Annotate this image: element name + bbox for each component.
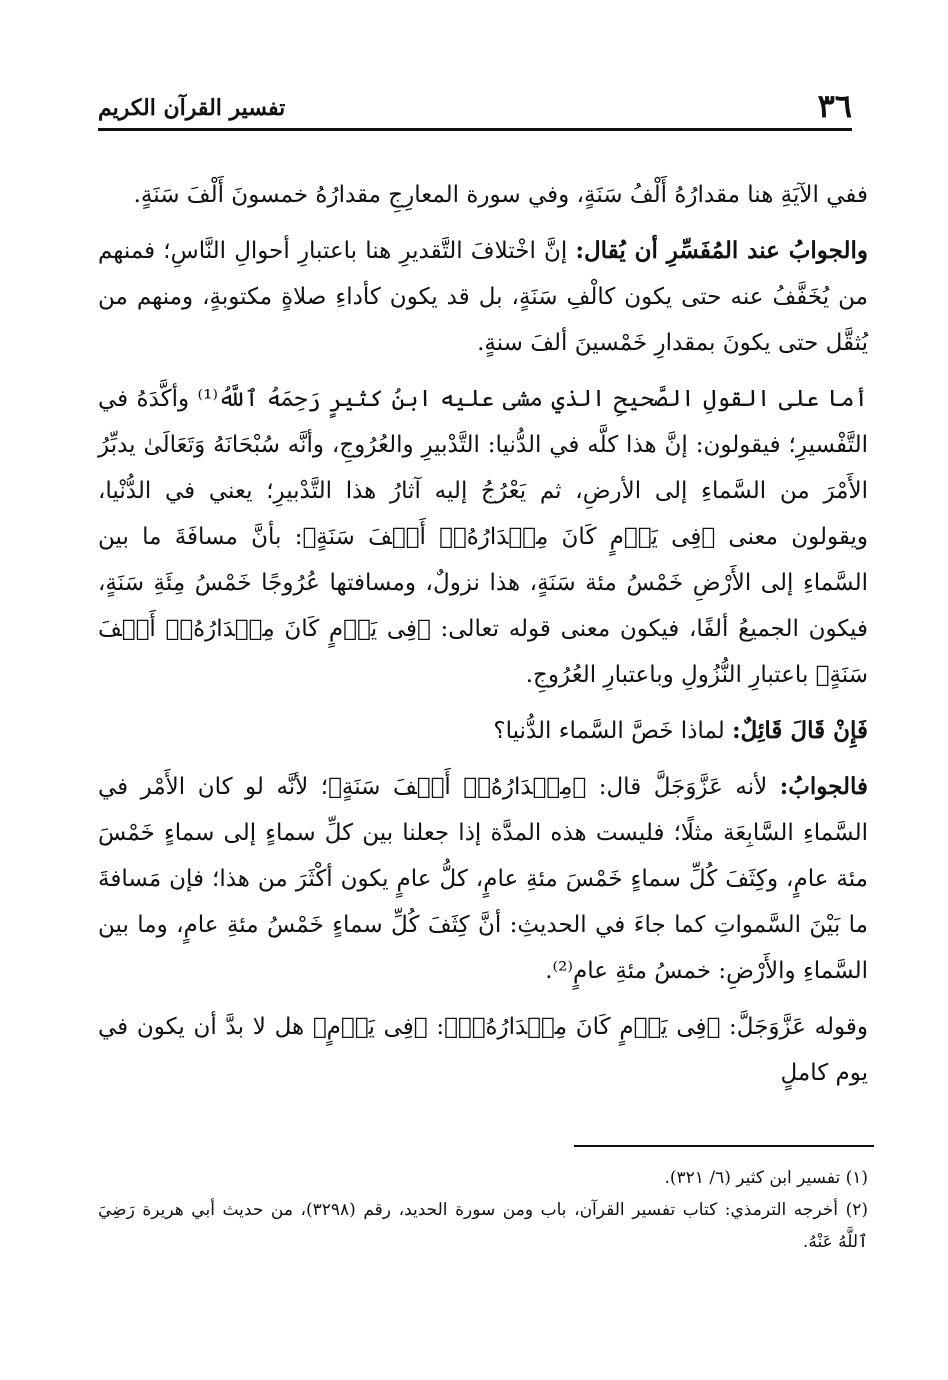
- paragraph-text: لأنه عَزَّوَجَلَّ قال: ﴿مِقۡدَارُهُۥٓ أَلۡفَ سَنَةٍ﴾؛ لأنَّه لو كان الأَمْر في السَّماءِ السَّابِعَة مثلًا؛ فليست هذه المدَّة إذا جعلنا بين كلِّ سماءٍ إلى سماءٍ خَمْسَ مئة عامٍ، وكِثَفَ كُلِّ سماءٍ خَمْسَ مئةِ عامٍ، كلُّ عامٍ يكون أكْثَرَ من هذا؛ فإن مَسافةَ ما بَيْنَ السَّمواتِ كما جاءَ في الحديثِ: أنَّ كِثَفَ كُلِّ سماءٍ خَمْسُ مئةِ عامٍ، وما بين السَّماءِ والأَرْضِ: خمسُ مئةِ عامٍ⁽²⁾.: [98, 774, 868, 984]
- footnote-1: (١) تفسير ابن كثير (٦/ ٣٢١).: [664, 1168, 868, 1188]
- paragraph-3: [98, 376, 868, 698]
- paragraph-text: وقوله عَزَّوَجَلَّ: ﴿فِى يَوۡمٍ كَانَ مِقۡدَارُهُۥٓ﴾: ﴿فِى يَوۡمٍ﴾ هل لا بدَّ أن يكون في يوم كاملٍ: [98, 1014, 868, 1086]
- footnote-separator: [574, 1145, 874, 1147]
- paragraph-4: [98, 708, 868, 754]
- footnotes: [98, 1162, 868, 1258]
- paragraph-lead: والجوابُ عند المُفَسِّرِ أن يُقال:: [575, 237, 868, 264]
- paragraph-text: إنَّ اخْتلافَ التَّقديرِ هنا باعتبارِ أحوالِ النَّاسِ؛ فمنهم من يُخَفَّفُ عنه حتى يكون كالْفِ سَنَةٍ، بل قد يكون كأداءِ صلاةٍ مكتوبةٍ، ومنهم من يُثقَّل حتى يكونَ بمقدارِ خَمْسينَ ألفَ سنةٍ.: [98, 238, 868, 356]
- paragraph-2: [98, 228, 868, 366]
- paragraph-6: [98, 1004, 868, 1096]
- paragraph-1: [98, 172, 868, 218]
- paragraph-5: [98, 764, 868, 994]
- footnote-2: (٢) أخرجه الترمذي: كتاب تفسير القرآن، باب ومن سورة الحديد، رقم (٣٢٩٨)، من حديث أبي هريرة رَضِيَ ٱللَّهُ عَنْهُ.: [98, 1200, 869, 1252]
- paragraph-text: لماذا خَصَّ السَّماء الدُّنيا؟: [493, 718, 733, 744]
- page-number: ٣٦: [817, 87, 852, 125]
- paragraph-text: ففي الآيَةِ هنا مقدارُهُ أَلْفُ سَنَةٍ، وفي سورة المعارِجِ مقدارُهُ خمسونَ أَلْفَ سَنَةٍ.: [133, 182, 868, 208]
- page-header: [98, 86, 852, 131]
- main-text: [98, 172, 868, 1106]
- running-title: تفسير القرآن الكريم: [98, 95, 286, 121]
- paragraph-lead: فالجوابُ:: [779, 773, 868, 800]
- paragraph-lead: فَإِنْ قَالَ قَائِلٌ:: [732, 717, 868, 744]
- paragraph-text: أما على القولِ الصَّحيحِ الذي مشى عليه ابنُ كثيرٍ رَحِمَهُ ٱللَّهُ⁽¹⁾ وأكَّدَهُ في التَّفْسيرِ؛ فيقولون: إنَّ هذا كلَّه في الدُّنيا: التَّدْبيرِ والعُرُوجِ، وأنَّه سُبْحَانَهُ وَتَعَالَىٰ يدبِّرُ الأَمْرَ من السَّماءِ إلى الأرضِ، ثم يَعْرُجُ إليه آثارُ هذا التَّدْبيرِ؛ يعني في الدُّنْيا، ويقولون معنى ﴿فِى يَوۡمٍ كَانَ مِقۡدَارُهُۥٓ أَلۡفَ سَنَةٍ﴾: بأنَّ مسافَةَ ما بين السَّماءِ إلى الأَرْضِ خَمْسُ مئة سَنَةٍ، هذا نزولٌ، ومسافتها عُرُوجًا خَمْسُ مِئَةِ سَنَةٍ، فيكون الجميعُ ألفًا، فيكون معنى قوله تعالى: ﴿فِى يَوۡمٍ كَانَ مِقۡدَارُهُۥٓ أَلۡفَ سَنَةٍ﴾ باعتبارِ النُّزُولِ وباعتبارِ العُرُوجِ.: [98, 386, 868, 688]
